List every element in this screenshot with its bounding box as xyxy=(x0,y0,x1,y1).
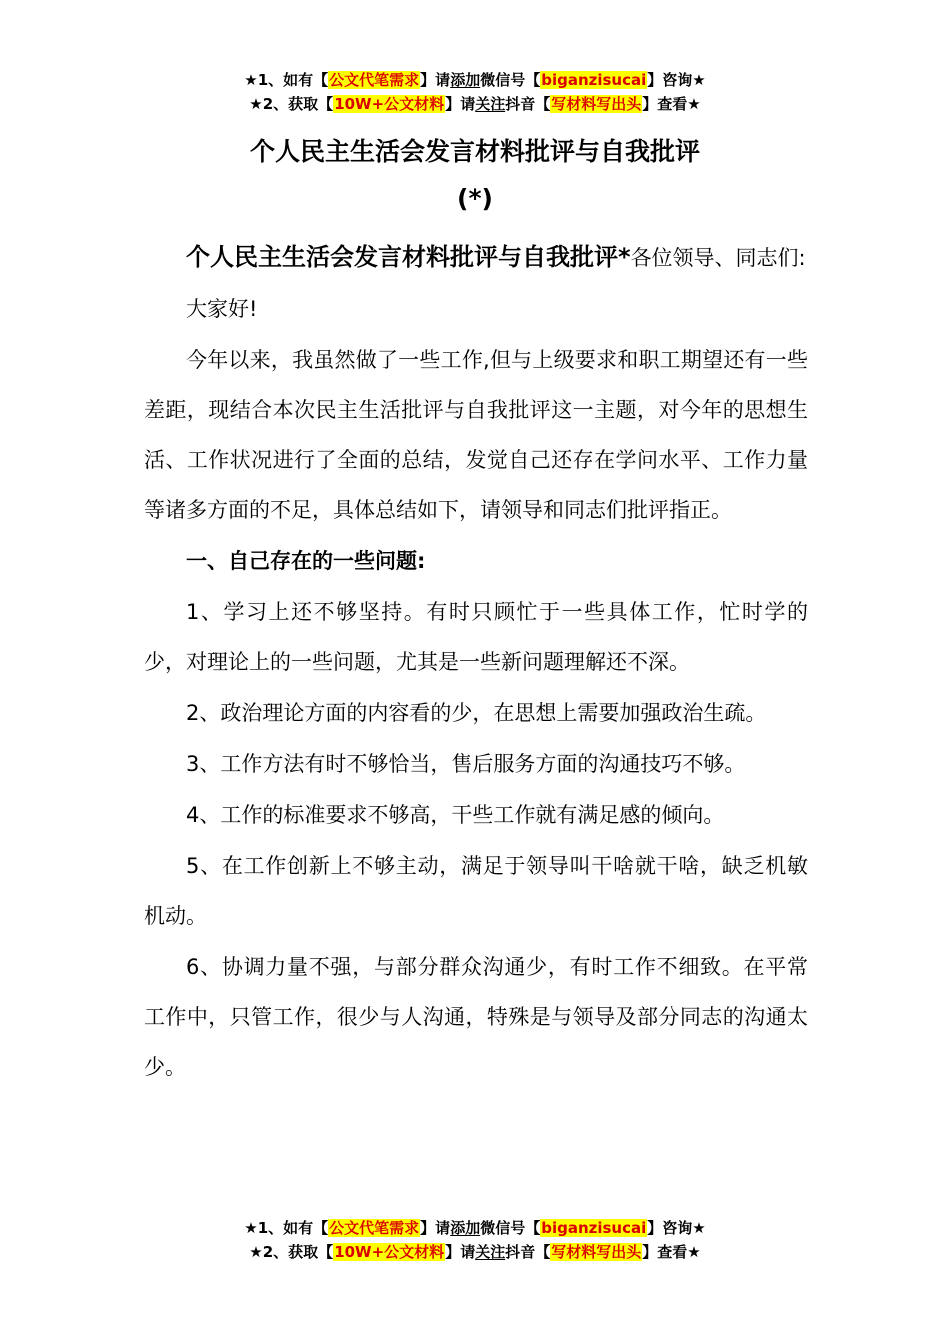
intro-paragraph: 今年以来，我虽然做了一些工作,但与上级要求和职工期望还有一些差距，现结合本次民主生活批评与自我批评这一主题，对今年的思想生活、工作状况进行了全面的总结，发觉自己还存在学问水平、工作力量等诸多方面的不足，具体总结如下，请领导和同志们批评指正。 xyxy=(144,348,808,522)
banner-underlined: 关注 xyxy=(475,1243,506,1261)
banner-text: 】查看★ xyxy=(642,1243,701,1261)
banner-text: 】咨询★ xyxy=(647,71,706,89)
banner-text: 】咨询★ xyxy=(647,1219,706,1237)
banner-line-2 xyxy=(0,1240,950,1264)
list-item: 3、工作方法有时不够恰当，售后服务方面的沟通技巧不够。 xyxy=(186,752,746,776)
banner-text: ★1、如有【 xyxy=(244,71,329,89)
lead-bold-title: 个人民主生活会发言材料批评与自我批评* xyxy=(186,243,631,271)
header-banner xyxy=(0,68,950,116)
banner-text: 】请 xyxy=(445,95,476,113)
banner-text: 抖音【 xyxy=(505,95,551,113)
document-title: 个人民主生活会发言材料批评与自我批评 xyxy=(249,137,700,166)
banner-text: ★1、如有【 xyxy=(244,1219,329,1237)
banner-text: 】请 xyxy=(420,1219,451,1237)
banner-highlight: 公文代笔需求 xyxy=(329,1219,420,1237)
banner-highlight: 公文代笔需求 xyxy=(329,71,420,89)
banner-text: 微信号【 xyxy=(480,71,541,89)
banner-line-2 xyxy=(0,92,950,116)
banner-highlight: 写材料写出头 xyxy=(551,95,642,113)
banner-line-1 xyxy=(0,68,950,92)
banner-text: 】请 xyxy=(445,1243,476,1261)
banner-line-1 xyxy=(0,1216,950,1240)
banner-highlight: 10W+公文材料 xyxy=(334,95,445,113)
lead-salutation: 各位领导、同志们: xyxy=(630,246,806,270)
list-item: 4、工作的标准要求不够高，干些工作就有满足感的倾向。 xyxy=(186,803,725,827)
banner-highlight: biganzisucai xyxy=(541,1219,647,1237)
list-item: 2、政治理论方面的内容看的少，在思想上需要加强政治生疏。 xyxy=(186,701,767,725)
banner-highlight: biganzisucai xyxy=(541,71,647,89)
banner-highlight: 10W+公文材料 xyxy=(334,1243,445,1261)
banner-text: ★2、获取【 xyxy=(249,95,334,113)
list-item: 5、在工作创新上不够主动，满足于领导叫干啥就干啥，缺乏机敏机动。 xyxy=(144,854,808,928)
list-item: 6、协调力量不强，与部分群众沟通少，有时工作不细致。在平常工作中，只管工作，很少与人沟通，特殊是与领导及部分同志的沟通太少。 xyxy=(144,955,808,1079)
document-title-mark: (*) xyxy=(457,184,493,213)
section-heading: 一、自己存在的一些问题: xyxy=(186,549,426,573)
list-item: 1、学习上还不够坚持。有时只顾忙于一些具体工作，忙时学的少，对理论上的一些问题，尤其是一些新问题理解还不深。 xyxy=(144,600,808,674)
banner-underlined: 关注 xyxy=(475,95,506,113)
banner-text: 】查看★ xyxy=(642,95,701,113)
banner-text: 微信号【 xyxy=(480,1219,541,1237)
lead-paragraph xyxy=(144,232,808,283)
banner-underlined: 添加 xyxy=(450,1219,481,1237)
banner-text: ★2、获取【 xyxy=(249,1243,334,1261)
banner-underlined: 添加 xyxy=(450,71,481,89)
banner-highlight: 写材料写出头 xyxy=(551,1243,642,1261)
banner-text: 抖音【 xyxy=(505,1243,551,1261)
footer-banner xyxy=(0,1216,950,1264)
greeting-paragraph: 大家好! xyxy=(186,297,258,321)
document-body xyxy=(144,232,808,1093)
banner-text: 】请 xyxy=(420,71,451,89)
